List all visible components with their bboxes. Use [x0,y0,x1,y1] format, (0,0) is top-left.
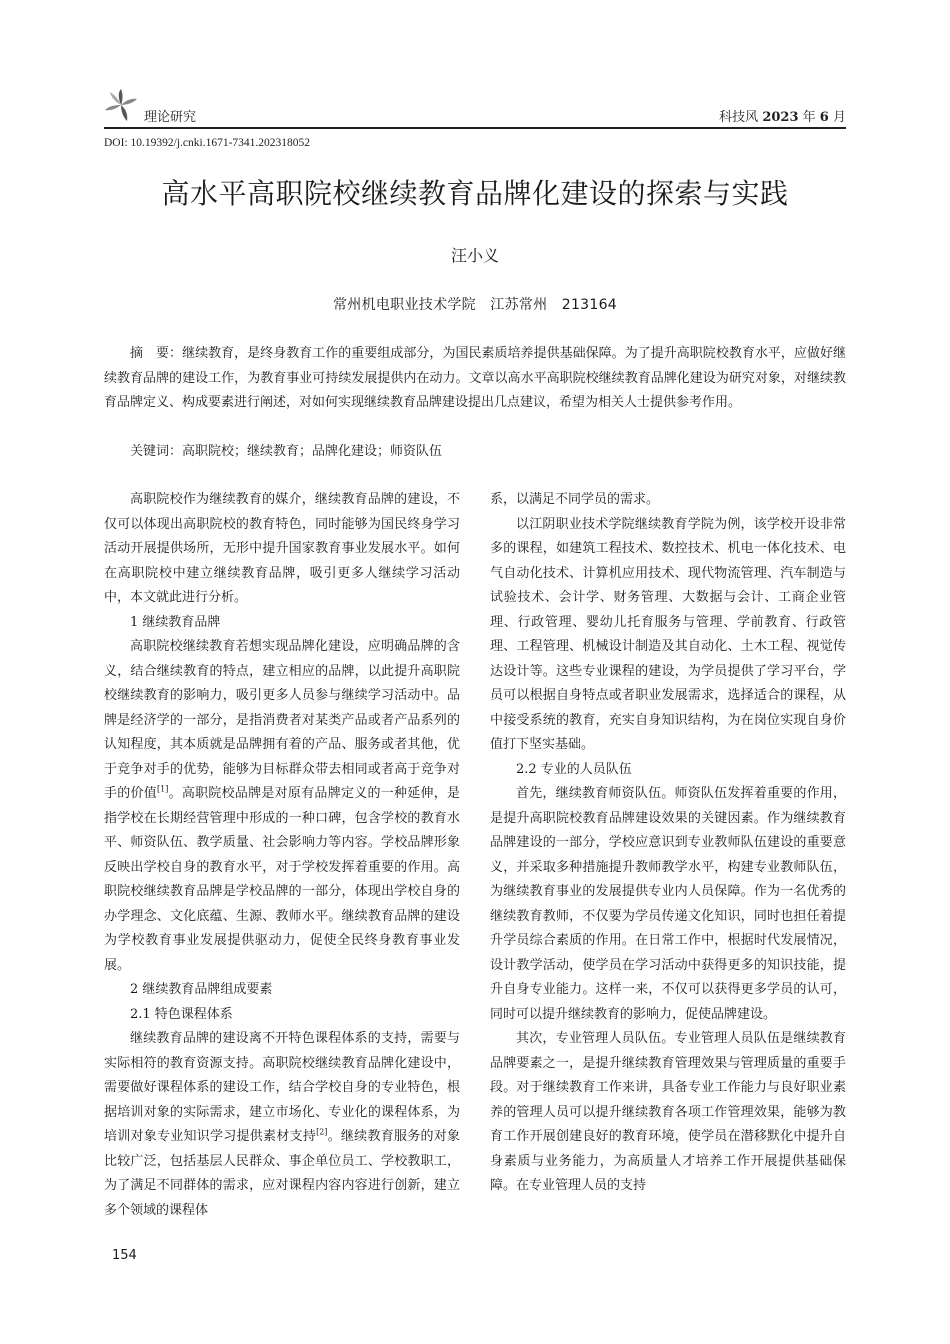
citation-ref: [2] [316,1127,328,1137]
paragraph-text: 。继续教育服务的对象比较广泛，包括基层人民群众、事企单位员工、学校教职工，为了满足不同群体的需求，应对课程内容内容进行创新，建立多个领域的课程体 [104,1129,460,1218]
section-label: 理论研究 [144,110,197,125]
journal-logo-icon [104,88,138,122]
journal-name: 科技风 [719,110,759,125]
author: 汪小义 [450,246,499,265]
page-number: 154 [112,1248,137,1263]
journal-month: 6 [819,110,829,125]
paragraph-text: 。高职院校品牌是对原有品牌定义的一种延伸，是指学校在长期经营管理中形成的一种口碑，包含学校的教育水平、师资队伍、教学质量、社会影响力等内容。学校品牌形象反映出学校自身的教育水平，对于学校发挥着重要的作用。高职院校继续教育品牌是学校品牌的一部分，体现出学校自身的办学理念、文化底蕴、生源、教师水平。继续教育品牌的建设为学校教育事业发展提供驱动力，促使全民终身教育事业发展。 [104,786,460,973]
right-column [490,488,846,1199]
affiliation: 常州机电职业技术学院 江苏常州 213164 [332,297,618,313]
paragraph: 系，以满足不同学员的需求。 [490,492,660,507]
paragraph: 其次，专业管理人员队伍。专业管理人员队伍是继续教育品牌要素之一，是提升继续教育管理效果与管理质量的重要手段。对于继续教育工作来讲，具备专业工作能力与良好职业素养的管理人员可以提升继续教育各项工作管理效果，能够为教育工作开展创建良好的教育环境，使学员在潜移默化中提升自身素质与业务能力，为高质量人才培养工作开展提供基础保障。在专业管理人员的支持 [490,1031,846,1193]
running-header [104,88,846,128]
paragraph-text: 继续教育品牌的建设离不开特色课程体系的支持，需要与实际相符的教育资源支持。高职院校继续教育品牌化建设中，需要做好课程体系的建设工作，结合学校自身的专业特色，根据培训对象的实际需求，建立市场化、专业化的课程体系，为培训对象专业知识学习提供素材支持 [104,1031,460,1144]
header-divider [104,127,846,129]
abstract: 摘 要：继续教育，是终身教育工作的重要组成部分，为国民素质培养提供基础保障。为了提升高职院校教育水平，应做好继续教育品牌的建设工作，为教育事业可持续发展提供内在动力。文章以高水平高职院校继续教育品牌化建设为研究对象，对继续教育品牌定义、构成要素进行阐述，对如何实现继续教育品牌建设提出几点建议，希望为相关人士提供参考作用。 [104,346,846,410]
journal-month-unit: 月 [832,110,846,125]
citation-ref: [1] [157,784,169,794]
paragraph: 以江阴职业技术学院继续教育学院为例，该学校开设非常多的课程，如建筑工程技术、数控技术、机电一体化技术、电气自动化技术、计算机应用技术、现代物流管理、汽车制造与试验技术、会计学、财务管理、大数据与会计、工商企业管理、行政管理、婴幼儿托育服务与管理、学前教育、行政管理、工程管理、机械设计制造及其自动化、土木工程、视觉传达设计等。这些专业课程的建设，为学员提供了学习平台，学员可以根据自身特点或者职业发展需求，选择适合的课程，从中接受系统的教育，充实自身知识结构，为在岗位实现自身价值打下坚实基础。 [490,516,846,752]
paragraph [104,635,460,978]
paragraph-text: 高职院校继续教育若想实现品牌化建设，应明确品牌的含义，结合继续教育的特点，建立相应的品牌，以此提升高职院校继续教育的影响力，吸引更多人员参与继续学习活动中。品牌是经济学的一部分，是指消费者对某类产品或者产品系列的认知程度，其本质就是品牌拥有着的产品、服务或者其他，优于竞争对手的优势，能够为目标群众带去相同或者高于竞争对手的价值 [104,639,460,801]
keywords: 关键词：高职院校；继续教育；品牌化建设；师资队伍 [130,444,443,459]
journal-issue [719,106,846,125]
journal-year: 2023 [762,110,799,125]
paragraph: 高职院校作为继续教育的媒介，继续教育品牌的建设，不仅可以体现出高职院校的教育特色，同时能够为国民终身学习活动开展提供场所，无形中提升国家教育事业发展水平。如何在高职院校中建立继续教育品牌，吸引更多人继续学习活动中，本文就此进行分析。 [104,492,460,605]
left-column [104,488,460,1223]
section-heading: 2 继续教育品牌组成要素 [130,982,273,997]
section-heading: 1 继续教育品牌 [130,614,221,630]
paper-title: 高水平高职院校继续教育品牌化建设的探索与实践 [161,177,789,210]
subsection-heading: 2.1 特色课程体系 [130,1006,233,1022]
journal-year-unit: 年 [802,110,816,125]
paragraph: 首先，继续教育师资队伍。师资队伍发挥着重要的作用，是提升高职院校教育品牌建设效果的关键因素。作为继续教育品牌建设的一部分，学校应意识到专业教师队伍建设的重要意义，并采取多种措施提升教师教学水平，构建专业教师队伍，为继续教育事业的发展提供专业内人员保障。作为一名优秀的继续教育教师，不仅要为学员传递文化知识，同时也担任着提升学员综合素质的作用。在日常工作中，根据时代发展情况，设计教学活动，使学员在学习活动中获得更多的知识技能，提升自身专业能力。这样一来，不仅可以获得更多学员的认可，同时可以提升继续教育的影响力，促使品牌建设。 [490,786,846,1022]
subsection-heading: 2.2 专业的人员队伍 [516,761,632,777]
paragraph [104,1027,460,1223]
doi: DOI: 10.19392/j.cnki.1671-7341.202318052 [104,137,311,149]
